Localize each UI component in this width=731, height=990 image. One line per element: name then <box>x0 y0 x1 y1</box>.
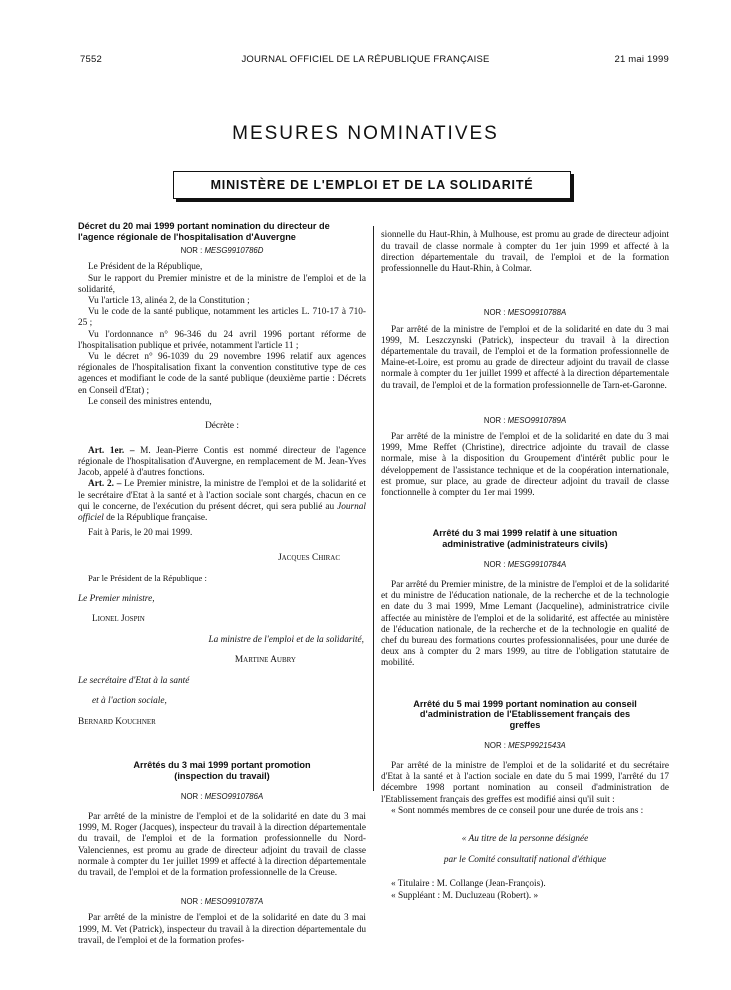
right-column <box>381 221 669 902</box>
decree-visas <box>78 262 366 408</box>
arrete-paragraph: Par arrêté de la ministre de l'emploi et de la solidarité en date du 3 mai 1999, Mme Reffet (Christine), directrice adjointe du travail de classe normale, mise à la disposition du Groupement d'intérêt public pour le développement de l'assistance technique et de la coopération internationale, est promue, sur place, au grade de directeur adjoint du travail de classe fonctionnelle à compter du 1er mai 1999. <box>381 432 669 499</box>
nor-code: MESG9910786D <box>204 246 264 256</box>
pm-title: Le Premier ministre, <box>78 593 155 604</box>
decree-nor <box>78 245 366 256</box>
nor-code: MESP9921543A <box>508 740 566 750</box>
arrete-paragraph: Par arrêté de la ministre de l'emploi et de la solidarité en date du 3 mai 1999, M. Roger (Jacques), inspecteur du travail à la direction départementale du travail, de l'emploi et de la formation professionnelle du Nord-Valenciennes, est promu au grade de directeur adjoint du travail de classe normale à compter du 1er juillet 1999 et affecté à la direction départementale du travail, de l'emploi et de la formation professionnelle de la Creuse. <box>78 812 366 879</box>
visa-line: Vu le code de la santé publique, notamment les articles L. 710-17 à 710-25 ; <box>78 307 366 329</box>
page-number: 7552 <box>80 54 102 65</box>
nor-code: MESO9910789A <box>507 415 567 425</box>
secretaire-title: Le secrétaire d'Etat à la santé <box>78 675 190 686</box>
article-text-end: de la République française. <box>106 513 208 524</box>
ministry-heading: MINISTÈRE DE L'EMPLOI ET DE LA SOLIDARITÉ <box>173 171 571 199</box>
column-divider <box>373 226 374 791</box>
arrete-paragraph: Par arrêté de la ministre de l'emploi et de la solidarité et du secrétaire d'Etat à la santé et à l'action sociale en date du 5 mai 1999, l'arrêté du 17 décembre 1998 portant nomination au conseil d'administration de l'Etablissement français des greffes est modifié ainsi qu'il suit : <box>381 761 669 805</box>
arrete-title: Arrêté du 5 mai 1999 portant nomination au conseil d'administration de l'Etablissement français des greffes <box>413 698 637 731</box>
arrete-paragraph: Par arrêté de la ministre de l'emploi et de la solidarité en date du 3 mai 1999, M. Leszczynski (Patrick), inspecteur du travail à la direction départementale du travail, de l'emploi et de la formation professionnelle de Maine-et-Loire, est promu au grade de directeur adjoint du travail de classe normale à compter du 1er juillet 1999 et affecté à la direction départementale du travail, de l'emploi et de la formation professionnelle de Tarn-et-Garonne. <box>381 324 669 391</box>
quote-italic: par le Comité consultatif national d'éthique <box>443 854 607 865</box>
pm-name: Lionel Jospin <box>92 614 145 625</box>
nor-code: MESO9910786A <box>204 791 264 801</box>
secretaire-name: Bernard Kouchner <box>78 716 156 727</box>
suppleant-line: « Suppléant : M. Ducluzeau (Robert). » <box>391 890 539 901</box>
article-1 <box>78 446 366 480</box>
article-text: Le Premier ministre, la ministre de l'emploi et de la solidarité et le secrétaire d'Etat à la santé et à l'action sociale sont chargés, chacun en ce qui le concerne, de l'exécution du présent décret, qui sera publié au <box>78 479 366 512</box>
nor-label: NOR : <box>483 308 506 318</box>
journal-title: JOURNAL OFFICIEL DE LA RÉPUBLIQUE FRANÇAISE <box>241 54 490 65</box>
visa-line: Le conseil des ministres entendu, <box>88 396 212 407</box>
nor-label: NOR : <box>483 559 506 569</box>
visa-line: Vu l'ordonnance n° 96-346 du 24 avril 1996 portant réforme de l'hospitalisation publique et privée, notamment l'article 11 ; <box>78 329 366 351</box>
arretes-title: Arrêtés du 3 mai 1999 portant promotion (inspection du travail) <box>133 760 311 782</box>
decrete-label: Décrète : <box>205 421 239 432</box>
nor-code: MESO9910788A <box>507 308 567 318</box>
nor-label: NOR : <box>483 415 506 425</box>
ministre-title: La ministre de l'emploi et de la solidarité, <box>208 634 364 645</box>
visa-line: Le Président de la République, <box>88 262 203 273</box>
page-title: MESURES NOMINATIVES <box>232 123 499 144</box>
signature-president: Jacques Chirac <box>278 552 340 563</box>
titulaire-line: « Titulaire : M. Collange (Jean-François). <box>391 879 546 890</box>
journal-ref: Journal officiel <box>78 501 366 524</box>
arrete-nor <box>381 415 669 426</box>
article-text: M. Jean-Pierre Contis est nommé directeur de l'agence régionale de l'hospitalisation d'Auvergne, en remplacement de M. Jean-Yves Jacob, appelé à d'autres fonctions. <box>78 445 366 479</box>
par-le-president: Par le Président de la République : <box>88 573 207 584</box>
article-label: Art. 1er. – <box>88 445 135 456</box>
nor-label: NOR : <box>180 246 203 256</box>
left-column <box>78 221 366 947</box>
ministre-name: Martine Aubry <box>234 655 296 666</box>
nor-label: NOR : <box>180 897 203 907</box>
quote-italic: « Au titre de la personne désignée <box>461 834 589 845</box>
arrete-paragraph: Par arrêté de la ministre de l'emploi et de la solidarité en date du 3 mai 1999, M. Vet (Patrick), inspecteur du travail à la direction départementale du travail, de l'emploi et de la formation profes- <box>78 913 366 946</box>
header-date: 21 mai 1999 <box>614 54 669 65</box>
visa-line: Vu l'article 13, alinéa 2, de la Constitution ; <box>88 296 250 306</box>
arrete-title: Arrêté du 3 mai 1999 relatif à une situation administrative (administrateurs civils) <box>432 528 618 550</box>
arretes-nor <box>78 791 366 802</box>
decree-title: Décret du 20 mai 1999 portant nomination du directeur de l'agence régionale de l'hospitalisation d'Auvergne <box>78 221 330 242</box>
arrete-paragraph: Par arrêté du Premier ministre, de la ministre de l'emploi et de la solidarité et du ministre de l'éducation nationale, de la recherche et de la technologie en date du 3 mai 1999, Mme Lemant (Jacqueline), administratrice civile affectée au ministère de l'emploi et de la solidarité, est affectée au ministère de l'éducation nationale, de la recherche et de la technologie en qualité de chef du bureau des formations courtes professionnalisées, pour une durée de deux ans à compter du 2 mars 1999, au titre de l'obligation statutaire de mobilité. <box>381 580 669 669</box>
article-2 <box>78 479 366 524</box>
nor-label: NOR : <box>484 740 506 750</box>
visa-line: Sur le rapport du Premier ministre et de la ministre de l'emploi et de la solidarité, <box>78 273 366 295</box>
secretaire-title-2: et à l'action sociale, <box>92 696 167 707</box>
arrete-nor <box>381 307 669 318</box>
arrete-nor <box>381 559 669 570</box>
nor-label: NOR : <box>180 791 203 801</box>
continued-paragraph: sionnelle du Haut-Rhin, à Mulhouse, est promu au grade de directeur adjoint du travail de classe normale à compter du 1er juin 1999 et affecté à la direction départementale du travail, de l'emploi et de la formation professionnelle du Haut-Rhin, à Colmar. <box>381 230 669 274</box>
article-label: Art. 2. – <box>88 479 122 490</box>
arrete-nor <box>381 740 669 751</box>
quote-line: « Sont nommés membres de ce conseil pour une durée de trois ans : <box>391 805 644 816</box>
nor-code: MESG9910784A <box>507 559 567 569</box>
fait-a-paris: Fait à Paris, le 20 mai 1999. <box>88 528 193 539</box>
arretes-nor <box>78 896 366 907</box>
nor-code: MESO9910787A <box>204 897 264 907</box>
visa-line: Vu le décret n° 96-1039 du 29 novembre 1996 relatif aux agences régionales de l'hospitalisation fixant la convention constitutive type de ces agences et modifiant le code de la santé publique (deuxième partie : Décrets en Conseil d'Etat) ; <box>78 352 366 396</box>
